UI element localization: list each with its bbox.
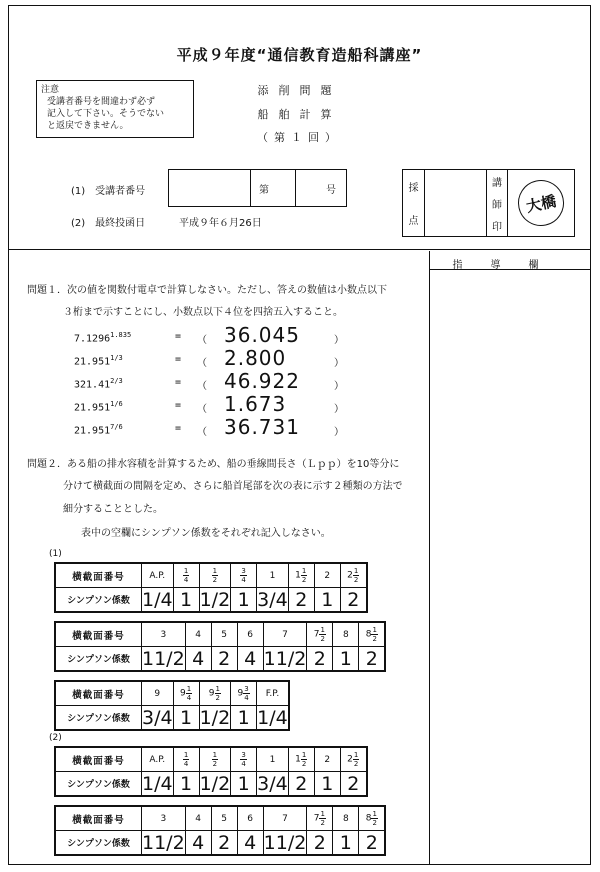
simpson-table [54, 746, 368, 797]
coefficient-cell-handwritten[interactable]: 11/2 [263, 647, 307, 670]
station-cell: 2 [314, 563, 340, 588]
station-cell: A.P. [142, 747, 174, 772]
coefficient-row-label: シンプソン係数 [55, 706, 142, 731]
station-cell: 2 $\frac{1}{2}$ [340, 563, 367, 588]
station-cell: A.P. [142, 563, 174, 588]
station-cell: 8 [333, 806, 359, 831]
coefficient-cell-handwritten[interactable]: 3/4 [257, 588, 288, 611]
last-mail-date-value: 平成９年６月26日 [179, 218, 262, 229]
coefficient-cell-handwritten[interactable]: 1 [231, 706, 257, 731]
station-cell: $\frac{1}{2}$ [199, 747, 231, 772]
q1-base: 21.951 [74, 402, 111, 414]
student-number-prefix: 第 [251, 170, 296, 206]
station-cell: $\frac{3}{4}$ [231, 563, 257, 588]
coefficient-row-label: シンプソン係数 [55, 772, 142, 797]
q2-text: 問題２．ある船の排水容積を計算するため、船の垂線間長さ（Ｌｐｐ）を10等分に [27, 459, 400, 470]
instructor-seal-cell [508, 170, 574, 236]
coefficient-cell-handwritten[interactable]: 2 [340, 772, 367, 797]
q1-equals: = [175, 331, 182, 342]
instructor-seal-text: 大橋 [524, 191, 559, 216]
coefficient-cell-handwritten[interactable]: 11/2 [263, 831, 307, 854]
coefficient-cell-handwritten[interactable]: 2 [211, 831, 237, 856]
station-row [55, 806, 385, 831]
q1-close-paren: ） [334, 381, 344, 392]
coefficient-cell-handwritten[interactable]: 2 [359, 831, 386, 856]
header-line-3: （第１回） [257, 131, 342, 144]
coefficient-cell-handwritten[interactable]: 2 [211, 647, 237, 672]
q1-base: 7.1296 [74, 333, 111, 345]
q1-expression [74, 377, 123, 390]
coefficient-cell-handwritten[interactable]: 2 [307, 831, 333, 856]
coefficient-cell-handwritten[interactable]: 1 [173, 588, 199, 613]
coefficient-cell-handwritten[interactable]: 1 [314, 588, 340, 613]
q1-close-paren: ） [334, 358, 344, 369]
coefficient-cell-handwritten[interactable]: 4 [185, 647, 211, 672]
instructor-label: 印 [491, 221, 502, 233]
coefficient-cell-handwritten[interactable]: 3/4 [142, 706, 173, 729]
q1-open-paren: （ [197, 404, 207, 415]
q1-answer-handwritten[interactable]: 46.922 [224, 369, 300, 393]
exam-sheet [8, 5, 591, 865]
q1-answer-handwritten[interactable]: 1.673 [224, 392, 287, 416]
guide-column-divider [429, 251, 430, 864]
station-cell: 5 [211, 806, 237, 831]
coefficient-cell-handwritten[interactable]: 1 [333, 831, 359, 856]
header-divider [9, 249, 590, 250]
student-number-label: (1) 受講者番号 [71, 186, 146, 197]
station-cell: 7 $\frac{1}{2}$ [307, 806, 333, 831]
guide-title-underline [429, 269, 590, 270]
simpson-table [54, 680, 290, 731]
simpson-table [54, 621, 386, 672]
station-row [55, 563, 367, 588]
q1-expression [74, 331, 131, 344]
coefficient-cell-handwritten[interactable]: 1/4 [142, 772, 173, 795]
station-cell: 6 [237, 622, 263, 647]
station-cell: 8 [333, 622, 359, 647]
coefficient-cell-handwritten[interactable]: 4 [185, 831, 211, 856]
q1-equals: = [175, 423, 182, 434]
q2-text: 表中の空欄にシンプソン係数をそれぞれ記入しなさい。 [81, 528, 331, 539]
q1-close-paren: ） [334, 427, 344, 438]
notice-line: と返戻できません。 [47, 121, 129, 131]
station-cell: 3 [142, 806, 186, 831]
q1-expression [74, 354, 123, 367]
coefficient-cell-handwritten[interactable]: 1/2 [199, 706, 231, 729]
q1-text: 問題１．次の値を関数付電卓で計算しなさい。ただし、答えの数値は小数点以下 [27, 285, 387, 296]
station-cell: 5 [211, 622, 237, 647]
station-cell: $\frac{3}{4}$ [231, 747, 257, 772]
station-cell: F.P. [257, 681, 289, 706]
notice-heading: 注意 [41, 85, 60, 95]
simpson-table [54, 805, 386, 856]
coefficient-cell-handwritten[interactable]: 4 [237, 647, 263, 672]
coefficient-cell-handwritten[interactable]: 2 [288, 772, 314, 797]
station-cell: 1 $\frac{1}{2}$ [288, 747, 314, 772]
simpson-table [54, 562, 368, 613]
score-label: 採 [408, 183, 419, 194]
station-cell: 1 [257, 563, 289, 588]
station-cell: 3 [142, 622, 186, 647]
q1-open-paren: （ [197, 335, 207, 346]
coefficient-cell-handwritten[interactable]: 4 [237, 831, 263, 856]
coefficient-row-label: シンプソン係数 [55, 588, 142, 613]
q1-expression [74, 423, 123, 436]
q1-exponent: 1/6 [110, 400, 123, 408]
q1-exponent: 1/3 [110, 354, 123, 362]
coefficient-cell-handwritten[interactable]: 1/4 [142, 588, 173, 611]
station-cell: 6 [237, 806, 263, 831]
station-row-label: 横截面番号 [55, 622, 142, 647]
coefficient-row [55, 588, 367, 613]
station-cell: 4 [185, 622, 211, 647]
q2-text: 細分することとした。 [63, 504, 163, 515]
coefficient-cell-handwritten[interactable]: 11/2 [142, 647, 185, 670]
coefficient-row [55, 647, 385, 672]
q1-equals: = [175, 400, 182, 411]
coefficient-row [55, 831, 385, 856]
q1-equals: = [175, 354, 182, 365]
q1-open-paren: （ [197, 358, 207, 369]
coefficient-cell-handwritten[interactable]: 1 [333, 647, 359, 672]
station-cell: 1 [257, 747, 289, 772]
coefficient-row-label: シンプソン係数 [55, 831, 142, 856]
student-number-field[interactable] [168, 169, 347, 207]
q1-exponent: 7/6 [110, 423, 123, 431]
student-number-blank[interactable] [169, 170, 251, 206]
notice-line: 記入して下さい。そうでない [47, 109, 165, 119]
station-row-label: 横截面番号 [55, 681, 142, 706]
q2-text: 分けて横截面の間隔を定め、さらに船首尾部を次の表に示す２種類の方法で [63, 481, 403, 492]
coefficient-row [55, 772, 367, 797]
q1-expression [74, 400, 123, 413]
station-cell: 9 $\frac{3}{4}$ [231, 681, 257, 706]
q1-text: ３桁まで示すことにし、小数点以下４位を四捨五入すること。 [63, 307, 343, 318]
q1-answer-handwritten[interactable]: 36.731 [224, 415, 300, 439]
coefficient-cell-handwritten[interactable]: 2 [340, 588, 367, 613]
station-cell: 9 [142, 681, 174, 706]
notice-line: 受講者番号を間違わず必ず [47, 97, 156, 107]
q1-base: 321.41 [74, 379, 111, 391]
station-cell: $\frac{1}{2}$ [199, 563, 231, 588]
instructor-seal-stamp [514, 176, 569, 231]
coefficient-row [55, 706, 289, 731]
station-row [55, 681, 289, 706]
header-line-2: 船舶計算 [257, 108, 342, 121]
coefficient-cell-handwritten[interactable]: 2 [359, 647, 386, 672]
q1-exponent: 1.835 [110, 331, 132, 339]
q1-exponent: 2/3 [110, 377, 123, 385]
station-cell: 9 $\frac{1}{4}$ [173, 681, 199, 706]
coefficient-cell-handwritten[interactable]: 1 [173, 772, 199, 797]
last-mail-date-label: (2) 最終投函日 [71, 218, 146, 229]
station-cell: 8 $\frac{1}{2}$ [359, 622, 386, 647]
station-cell: 1 $\frac{1}{2}$ [288, 563, 314, 588]
instructor-label: 講 [491, 177, 502, 189]
station-cell: $\frac{1}{4}$ [173, 563, 199, 588]
q1-base: 21.951 [74, 356, 111, 368]
score-blank[interactable] [425, 170, 487, 236]
station-cell: $\frac{1}{4}$ [173, 747, 199, 772]
coefficient-cell-handwritten[interactable]: 11/2 [142, 831, 185, 854]
q1-open-paren: （ [197, 381, 207, 392]
station-row-label: 横截面番号 [55, 747, 142, 772]
guide-column-title: 指導欄 [452, 260, 567, 271]
score-box [402, 169, 575, 237]
station-cell: 7 [263, 622, 307, 647]
coefficient-cell-handwritten[interactable]: 1/2 [199, 588, 231, 611]
station-row [55, 622, 385, 647]
q1-answer-handwritten[interactable]: 2.800 [224, 346, 287, 370]
q1-equals: = [175, 377, 182, 388]
coefficient-cell-handwritten[interactable]: 1 [173, 706, 199, 731]
page-title: 平成９年度“通信教育造船科講座” [176, 46, 423, 64]
station-cell: 4 [185, 806, 211, 831]
station-row [55, 747, 367, 772]
station-cell: 2 $\frac{1}{2}$ [340, 747, 367, 772]
q1-answer-handwritten[interactable]: 36.045 [224, 323, 300, 347]
part-label: (2) [49, 733, 62, 743]
student-number-suffix: 号 [326, 184, 336, 196]
station-cell: 9 $\frac{1}{2}$ [199, 681, 231, 706]
station-cell: 7 $\frac{1}{2}$ [307, 622, 333, 647]
header-line-1: 添削問題 [257, 84, 342, 97]
q1-close-paren: ） [334, 335, 344, 346]
coefficient-cell-handwritten[interactable]: 3/4 [257, 772, 288, 795]
q1-open-paren: （ [197, 427, 207, 438]
coefficient-cell-handwritten[interactable]: 1 [231, 772, 257, 797]
coefficient-cell-handwritten[interactable]: 1 [314, 772, 340, 797]
q1-close-paren: ） [334, 404, 344, 415]
station-row-label: 横截面番号 [55, 563, 142, 588]
part-label: (1) [49, 549, 62, 559]
station-cell: 8 $\frac{1}{2}$ [359, 806, 386, 831]
station-row-label: 横截面番号 [55, 806, 142, 831]
station-cell: 7 [263, 806, 307, 831]
coefficient-cell-handwritten[interactable]: 2 [288, 588, 314, 613]
station-cell: 2 [314, 747, 340, 772]
coefficient-row-label: シンプソン係数 [55, 647, 142, 672]
coefficient-cell-handwritten[interactable]: 1/2 [199, 772, 231, 795]
coefficient-cell-handwritten[interactable]: 1 [231, 588, 257, 613]
coefficient-cell-handwritten[interactable]: 2 [307, 647, 333, 672]
instructor-label: 師 [491, 199, 502, 211]
coefficient-cell-handwritten[interactable]: 1/4 [257, 706, 288, 729]
q1-base: 21.951 [74, 425, 111, 437]
score-label: 点 [408, 216, 419, 227]
